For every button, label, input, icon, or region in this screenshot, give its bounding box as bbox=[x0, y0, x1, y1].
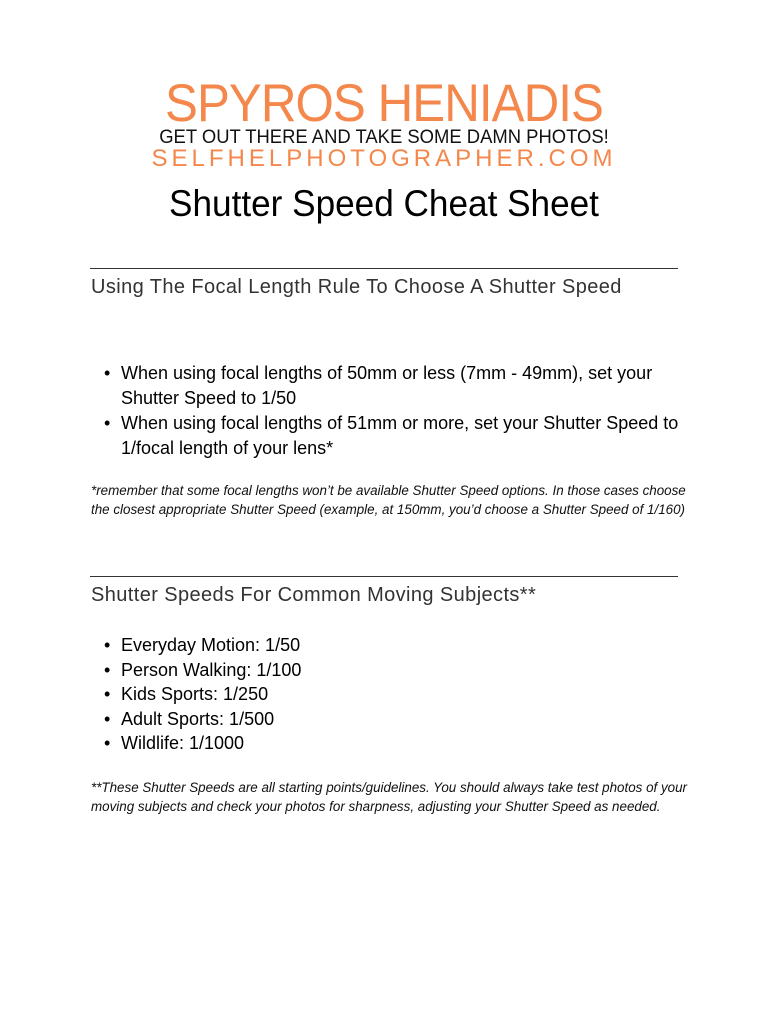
section-heading-moving-subjects: Shutter Speeds For Common Moving Subjects** bbox=[91, 584, 537, 606]
brand-website: SELFHELPHOTOGRAPHER.COM bbox=[151, 145, 617, 172]
bullet-icon: • bbox=[104, 413, 111, 433]
list-item-text: When using focal lengths of 51mm or more, set your Shutter Speed to 1/focal length of your lens* bbox=[121, 413, 679, 458]
focal-length-rule-list bbox=[104, 361, 694, 460]
bullet-icon: • bbox=[104, 363, 111, 383]
brand-name: SPYROS HENIADIS bbox=[164, 74, 604, 133]
list-item bbox=[104, 411, 694, 460]
section-heading-focal-length: Using The Focal Length Rule To Choose A Shutter Speed bbox=[91, 276, 622, 298]
list-item bbox=[104, 731, 694, 756]
list-item bbox=[104, 658, 694, 683]
brand-tagline: GET OUT THERE AND TAKE SOME DAMN PHOTOS! bbox=[159, 127, 609, 148]
bullet-icon: • bbox=[104, 635, 111, 655]
list-item-text: Wildlife: 1/1000 bbox=[121, 733, 245, 753]
list-item bbox=[104, 707, 694, 732]
moving-subjects-footnote: **These Shutter Speeds are all starting points/guidelines. You should always take test photos of your moving subjects and check your photos for sharpness, adjusting your Shutter Speed as needed. bbox=[91, 780, 688, 814]
section-divider-1 bbox=[90, 268, 678, 269]
document-title: Shutter Speed Cheat Sheet bbox=[169, 183, 599, 224]
bullet-icon: • bbox=[104, 659, 111, 680]
list-item bbox=[104, 633, 694, 658]
list-item bbox=[104, 361, 694, 410]
list-item bbox=[104, 682, 694, 707]
list-item-text: Everyday Motion: 1/50 bbox=[121, 635, 301, 655]
list-item-text: Kids Sports: 1/250 bbox=[121, 684, 269, 704]
bullet-icon: • bbox=[104, 684, 111, 704]
moving-subjects-list bbox=[104, 633, 694, 756]
bullet-icon: • bbox=[104, 733, 111, 753]
focal-length-footnote: *remember that some focal lengths won’t be available Shutter Speed options. In those cases choose the closest appropriate Shutter Speed (example, at 150mm, you’d choose a Shutter Speed of 1/160) bbox=[91, 483, 686, 517]
list-item-text: When using focal lengths of 50mm or less (7mm - 49mm), set your Shutter Speed to 1/50 bbox=[121, 363, 653, 408]
list-item-text: Adult Sports: 1/500 bbox=[121, 708, 275, 729]
section-divider-2 bbox=[90, 576, 678, 577]
bullet-icon: • bbox=[104, 708, 111, 729]
brand-header bbox=[0, 74, 768, 172]
list-item-text: Person Walking: 1/100 bbox=[121, 659, 302, 680]
